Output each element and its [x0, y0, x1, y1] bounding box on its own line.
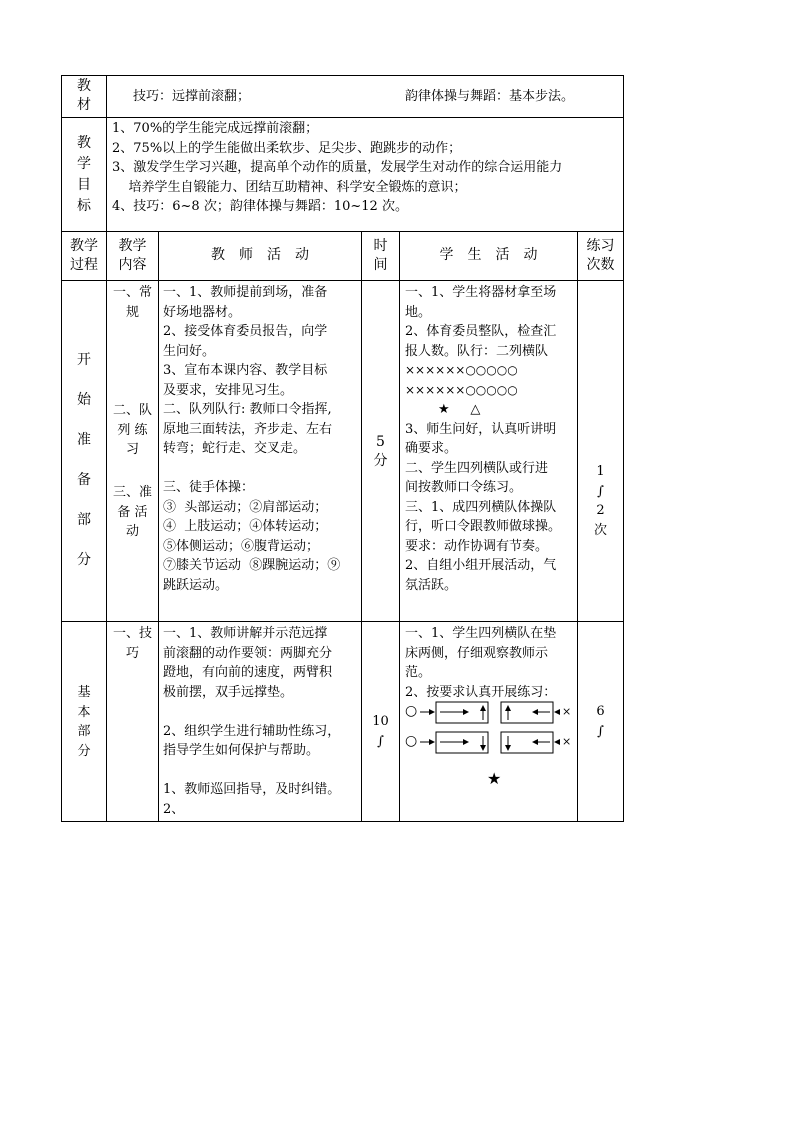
text-line: 2、组织学生进行辅助性练习，: [163, 723, 341, 739]
s2-reps: 6 ∫: [596, 704, 605, 739]
header-content-a: 技巧：远撑前滚翻；: [133, 89, 251, 104]
s2-content-skill: 一、技 巧: [112, 626, 152, 661]
text-line: 3、宣布本课内容、教学目标: [163, 363, 328, 378]
goals-lines: [112, 119, 562, 217]
text-line: 3、师生问好，认真听讲明: [405, 421, 557, 437]
text-line: 一、1、教师提前到场，准备: [163, 285, 328, 300]
goal-line: 1、70%的学生能完成远撑前滚翻；: [112, 121, 319, 136]
text-line: 三、1、成四列横队体操队: [405, 499, 557, 515]
text-line: 二、队列队行: 教师口令指挥,: [163, 402, 332, 417]
s1-process-label: 开 始 准 备 部 分: [77, 352, 91, 568]
s1-content-routine: 一、常 规: [112, 285, 152, 320]
text-line: [163, 702, 340, 722]
s1-reps: 1 ∫ 2 次: [593, 464, 607, 538]
formation-row: ××××××○○○○○: [405, 382, 518, 397]
text-line: ⑦膝关节运动 ⑧踝腕运动；⑨: [163, 558, 341, 573]
formation-row: ××××××○○○○○: [405, 363, 518, 377]
text-line: 蹬地，有向前的速度，两臂积: [163, 665, 333, 680]
header-content-b: 韵律体操与舞蹈：基本步法。: [405, 89, 575, 104]
col-student-header: 学 生 活 动: [439, 247, 538, 263]
s1-content-warmup: 三、准 备 活 动: [112, 485, 152, 539]
text-line: 好场地器材。: [163, 304, 242, 320]
goal-line: 4、技巧：6~8 次；韵律体操与舞蹈：10~12 次。: [112, 199, 408, 214]
s1-content-formation: 二、队 列 练 习: [112, 403, 152, 457]
text-line: 二、学生四列横队或行进: [405, 460, 549, 476]
s1-time: 5 分: [373, 434, 388, 469]
s1-teacher-lines: [163, 283, 340, 595]
text-line: 及要求，安排见习生。: [163, 382, 294, 398]
text-line: 生问好。: [163, 343, 216, 359]
text-line: 原地三面转法，齐步走、左右: [163, 421, 333, 437]
text-line: 2、自组小组开展活动，气: [405, 558, 557, 573]
text-line: 地。: [405, 304, 432, 320]
text-line: 2、按要求认真开展练习：: [405, 684, 557, 700]
col-teacher-header: 教 师 活 动: [211, 247, 309, 263]
col-time-header: 时 间: [373, 238, 388, 273]
diagram-right-marker-top: ×: [562, 705, 572, 718]
text-line: 跳跃运动。: [163, 577, 229, 593]
diagram-right-marker-bottom: ×: [562, 735, 572, 748]
text-line: 行，听口令跟教师做球操。: [405, 519, 562, 534]
s1-student-lines: [405, 283, 561, 595]
s2-student-lines: [405, 624, 556, 702]
s1-reps-cell: [577, 280, 624, 622]
text-line: 前滚翻的动作要领：两脚充分: [163, 645, 333, 661]
text-line: 一、1、教师讲解并示范远撑: [163, 626, 328, 641]
header-label: 教 材: [77, 78, 91, 113]
text-line: 转弯；蛇行走、交叉走。: [163, 441, 307, 456]
text-line: ④ 上肢运动；④体转运动；: [163, 519, 328, 534]
formation-markers: ★ △: [405, 402, 481, 417]
goal-line: 2、75%以上的学生能做出柔软步、足尖步、跑跳步的动作；: [112, 140, 462, 156]
goals-label: 教 学 目 标: [77, 135, 91, 214]
text-line: 指导学生如何保护与帮助。: [163, 743, 320, 758]
text-line: 范。: [405, 665, 432, 680]
goal-line: 培养学生自锻能力、团结互助精神、科学安全锻炼的意识；: [112, 179, 467, 195]
text-line: [163, 459, 340, 479]
text-line: 极前摆，双手远撑垫。: [163, 684, 294, 700]
text-line: ③ 头部运动；②肩部运动；: [163, 499, 328, 515]
text-line: 2、体育委员整队，检查汇: [405, 324, 557, 339]
diagram-teacher-star: ★: [487, 769, 502, 788]
col-reps-header: 练习 次数: [586, 238, 615, 273]
s2-teacher-lines: [163, 624, 340, 819]
text-line: ⑤体侧运动；⑥腹背运动；: [163, 538, 320, 554]
text-line: 2、接受体育委员报告，向学: [163, 324, 328, 339]
goal-line: 3、激发学生学习兴趣，提高单个动作的质量，发展学生对动作的综合运用能力: [112, 160, 563, 175]
text-line: 三、徒手体操：: [163, 480, 255, 495]
text-line: 报人数。队行：二列横队: [405, 343, 549, 359]
text-line: 要求：动作协调有节奏。: [405, 538, 549, 554]
text-line: 氛活跃。: [405, 577, 458, 593]
s2-process-label: 基 本 部 分: [77, 685, 91, 759]
col-process-header: 教学 过程: [70, 238, 98, 273]
text-line: 床两侧，仔细观察教师示: [405, 645, 549, 661]
text-line: 1、教师巡回指导，及时纠错。: [163, 782, 341, 797]
text-line: 2、: [163, 801, 185, 817]
col-content-header: 教学 内容: [118, 238, 147, 273]
text-line: 一、1、学生四列横队在垫: [405, 626, 557, 641]
text-line: 间按教师口令练习。: [405, 480, 523, 495]
text-line: 一、1、学生将器材拿至场: [405, 285, 557, 300]
text-line: [163, 761, 340, 781]
s2-time: 10 ∫: [372, 714, 389, 749]
diagram-left-marker-bottom: ○: [405, 733, 418, 749]
text-line: 确要求。: [405, 441, 458, 456]
diagram-left-marker-top: ○: [405, 703, 418, 719]
